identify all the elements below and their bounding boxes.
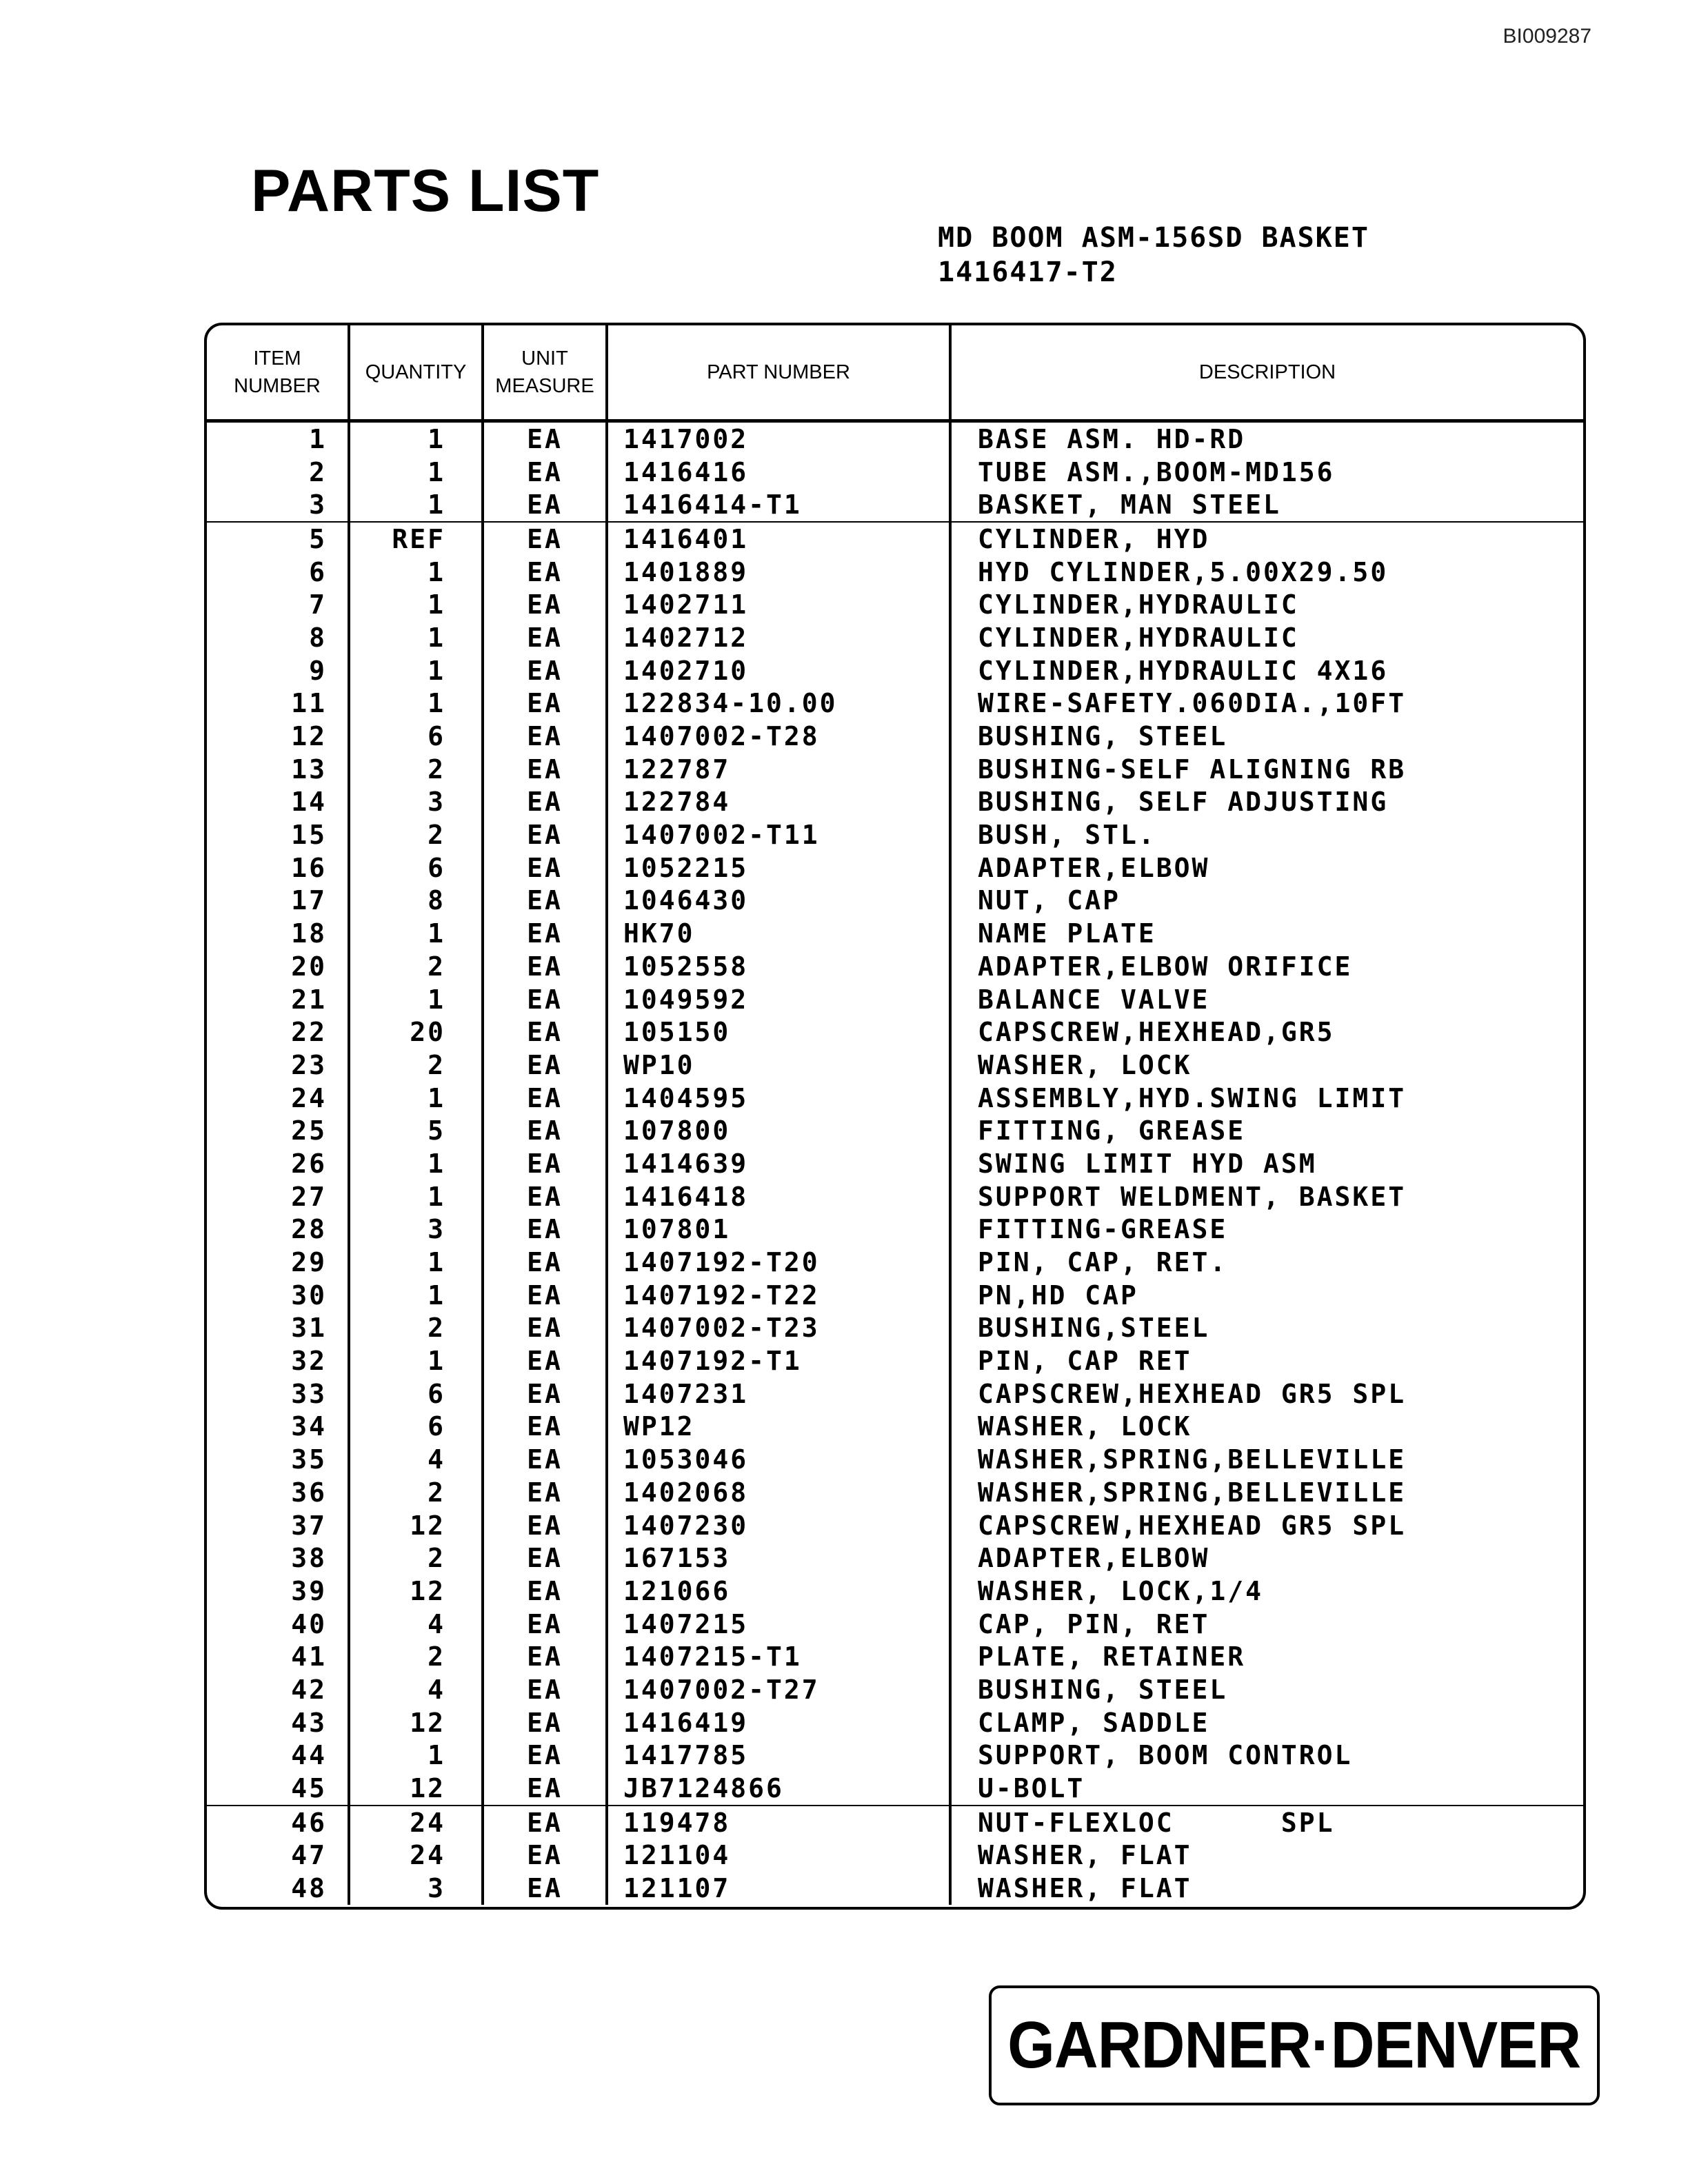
description-cell: CAPSCREW,HEXHEAD,GR5: [978, 1017, 1335, 1048]
header-item-number: ITEM NUMBER: [207, 325, 349, 421]
unit-measure-cell: EA: [483, 456, 607, 489]
unit-measure-cell: EA: [483, 1015, 607, 1049]
description-cell: CYLINDER,HYDRAULIC 4X16: [978, 655, 1389, 686]
quantity-cell: 2: [349, 818, 483, 851]
item-number-cell: 24: [207, 1082, 349, 1115]
item-number-cell: 35: [207, 1443, 349, 1476]
quantity-cell: 8: [349, 884, 483, 918]
unit-measure-cell: EA: [483, 654, 607, 687]
item-number-cell: 33: [207, 1377, 349, 1410]
item-number-cell: 42: [207, 1673, 349, 1706]
unit-measure-cell: EA: [483, 1279, 607, 1312]
table-row: [207, 851, 1583, 884]
description-cell: FITTING, GREASE: [978, 1115, 1246, 1146]
item-number-cell: 30: [207, 1279, 349, 1312]
unit-measure-cell: EA: [483, 556, 607, 589]
item-number-cell: 14: [207, 786, 349, 819]
item-number-cell: 43: [207, 1706, 349, 1739]
unit-measure-cell: EA: [483, 1410, 607, 1444]
part-number-cell: 1404595: [607, 1082, 950, 1115]
description-cell: NAME PLATE: [978, 918, 1156, 949]
assembly-subtitle: [938, 221, 1369, 290]
item-number-cell: 9: [207, 654, 349, 687]
item-number-cell: 38: [207, 1541, 349, 1575]
part-number-cell: 1052558: [607, 950, 950, 983]
description-cell: SUPPORT WELDMENT, BASKET: [978, 1181, 1407, 1212]
unit-measure-cell: EA: [483, 1509, 607, 1542]
table-row: [207, 1344, 1583, 1377]
unit-measure-cell: EA: [483, 1575, 607, 1608]
description-cell: BUSH, STL.: [978, 820, 1156, 851]
table-row: [207, 588, 1583, 621]
table-row: [207, 983, 1583, 1016]
table-row: [207, 950, 1583, 983]
item-number-cell: 1: [207, 421, 349, 456]
item-number-cell: 16: [207, 851, 349, 884]
table-row: [207, 1213, 1583, 1246]
table-row: [207, 1739, 1583, 1772]
unit-measure-cell: EA: [483, 1608, 607, 1641]
description-cell: BUSHING-SELF ALIGNING RB: [978, 754, 1407, 785]
unit-measure-cell: EA: [483, 1839, 607, 1872]
quantity-cell: 1: [349, 621, 483, 654]
header-part-number: PART NUMBER: [607, 325, 950, 421]
description-cell: BUSHING, STEEL: [978, 1674, 1228, 1705]
description-cell: WASHER,SPRING,BELLEVILLE: [978, 1477, 1407, 1508]
part-number-cell: 1407192-T20: [607, 1246, 950, 1279]
description-cell: SWING LIMIT HYD ASM: [978, 1148, 1317, 1179]
part-number-cell: 121066: [607, 1575, 950, 1608]
description-cell: ADAPTER,ELBOW: [978, 1543, 1210, 1574]
description-cell: PN,HD CAP: [978, 1280, 1138, 1311]
unit-measure-cell: EA: [483, 753, 607, 786]
table-row: [207, 917, 1583, 950]
description-cell: PIN, CAP, RET.: [978, 1247, 1228, 1278]
unit-measure-cell: EA: [483, 1872, 607, 1905]
part-number-cell: 1407231: [607, 1377, 950, 1410]
part-number-cell: 1407002-T27: [607, 1673, 950, 1706]
description-cell: WASHER, LOCK,1/4: [978, 1575, 1264, 1606]
description-cell: CAPSCREW,HEXHEAD GR5 SPL: [978, 1510, 1407, 1541]
unit-measure-cell: EA: [483, 884, 607, 918]
quantity-cell: 12: [349, 1706, 483, 1739]
quantity-cell: 12: [349, 1772, 483, 1806]
assembly-name: MD BOOM ASM-156SD BASKET: [938, 222, 1369, 254]
quantity-cell: 2: [349, 1541, 483, 1575]
quantity-cell: 1: [349, 588, 483, 621]
table-row: [207, 786, 1583, 819]
part-number-cell: 1402711: [607, 588, 950, 621]
unit-measure-cell: EA: [483, 1344, 607, 1377]
item-number-cell: 6: [207, 556, 349, 589]
part-number-cell: 1407215-T1: [607, 1640, 950, 1673]
quantity-cell: 3: [349, 1872, 483, 1905]
item-number-cell: 46: [207, 1806, 349, 1839]
part-number-cell: 1407192-T1: [607, 1344, 950, 1377]
parts-table-frame: [204, 323, 1586, 1910]
description-cell: TUBE ASM.,BOOM-MD156: [978, 456, 1335, 487]
unit-measure-cell: EA: [483, 1312, 607, 1345]
table-row: [207, 753, 1583, 786]
quantity-cell: 1: [349, 654, 483, 687]
table-row: [207, 456, 1583, 489]
item-number-cell: 28: [207, 1213, 349, 1246]
part-number-cell: 1407002-T23: [607, 1312, 950, 1345]
part-number-cell: 1402068: [607, 1476, 950, 1509]
unit-measure-cell: EA: [483, 1772, 607, 1806]
quantity-cell: 1: [349, 1246, 483, 1279]
item-number-cell: 29: [207, 1246, 349, 1279]
table-row: [207, 1443, 1583, 1476]
item-number-cell: 8: [207, 621, 349, 654]
description-cell: BUSHING, SELF ADJUSTING: [978, 787, 1389, 818]
description-cell: SUPPORT, BOOM CONTROL: [978, 1740, 1353, 1771]
unit-measure-cell: EA: [483, 421, 607, 456]
quantity-cell: 1: [349, 917, 483, 950]
part-number-cell: 1414639: [607, 1147, 950, 1180]
quantity-cell: 1: [349, 1344, 483, 1377]
part-number-cell: WP12: [607, 1410, 950, 1444]
table-row: [207, 1673, 1583, 1706]
description-cell: PIN, CAP RET: [978, 1346, 1192, 1377]
part-number-cell: 122834-10.00: [607, 687, 950, 720]
table-row: [207, 1839, 1583, 1872]
brand-logo: GARDNER·DENVER: [1007, 2008, 1581, 2082]
table-row: [207, 1049, 1583, 1082]
unit-measure-cell: EA: [483, 1049, 607, 1082]
unit-measure-cell: EA: [483, 1673, 607, 1706]
unit-measure-cell: EA: [483, 488, 607, 522]
quantity-cell: 6: [349, 851, 483, 884]
item-number-cell: 13: [207, 753, 349, 786]
quantity-cell: 4: [349, 1608, 483, 1641]
description-cell: NUT-FLEXLOC SPL: [978, 1807, 1335, 1838]
part-number-cell: 121104: [607, 1839, 950, 1872]
table-row: [207, 818, 1583, 851]
part-number-cell: 1407215: [607, 1608, 950, 1641]
quantity-cell: 1: [349, 556, 483, 589]
quantity-cell: 1: [349, 1739, 483, 1772]
item-number-cell: 34: [207, 1410, 349, 1444]
table-row: [207, 421, 1583, 456]
quantity-cell: 3: [349, 786, 483, 819]
item-number-cell: 39: [207, 1575, 349, 1608]
table-row: [207, 522, 1583, 556]
table-row: [207, 1377, 1583, 1410]
part-number-cell: 1416418: [607, 1180, 950, 1213]
item-number-cell: 20: [207, 950, 349, 983]
part-number-cell: 1049592: [607, 983, 950, 1016]
unit-measure-cell: EA: [483, 1476, 607, 1509]
part-number-cell: WP10: [607, 1049, 950, 1082]
table-row: [207, 1147, 1583, 1180]
table-row: [207, 1312, 1583, 1345]
unit-measure-cell: EA: [483, 1806, 607, 1839]
item-number-cell: 17: [207, 884, 349, 918]
table-row: [207, 1082, 1583, 1115]
unit-measure-cell: EA: [483, 1443, 607, 1476]
table-row: [207, 1608, 1583, 1641]
unit-measure-cell: EA: [483, 687, 607, 720]
quantity-cell: 24: [349, 1839, 483, 1872]
unit-measure-cell: EA: [483, 1246, 607, 1279]
unit-measure-cell: EA: [483, 1180, 607, 1213]
part-number-cell: HK70: [607, 917, 950, 950]
quantity-cell: 12: [349, 1575, 483, 1608]
unit-measure-cell: EA: [483, 1114, 607, 1147]
unit-measure-cell: EA: [483, 786, 607, 819]
part-number-cell: 107801: [607, 1213, 950, 1246]
unit-measure-cell: EA: [483, 621, 607, 654]
quantity-cell: 12: [349, 1509, 483, 1542]
quantity-cell: 2: [349, 1049, 483, 1082]
quantity-cell: 2: [349, 1640, 483, 1673]
unit-measure-cell: EA: [483, 1541, 607, 1575]
description-cell: WASHER, LOCK: [978, 1411, 1192, 1442]
assembly-number: 1416417-T2: [938, 256, 1118, 288]
description-cell: WASHER, FLAT: [978, 1873, 1192, 1904]
table-row: [207, 1541, 1583, 1575]
part-number-cell: 1416401: [607, 522, 950, 556]
description-cell: BUSHING, STEEL: [978, 721, 1228, 752]
table-row: [207, 1476, 1583, 1509]
quantity-cell: 5: [349, 1114, 483, 1147]
quantity-cell: 3: [349, 1213, 483, 1246]
parts-table: [207, 325, 1583, 1905]
table-row: [207, 1180, 1583, 1213]
document-id: BI009287: [1503, 25, 1591, 48]
unit-measure-cell: EA: [483, 1213, 607, 1246]
table-row: [207, 1872, 1583, 1905]
unit-measure-cell: EA: [483, 917, 607, 950]
description-cell: BASKET, MAN STEEL: [950, 488, 1583, 522]
item-number-cell: 11: [207, 687, 349, 720]
quantity-cell: 1: [349, 1180, 483, 1213]
table-row: [207, 687, 1583, 720]
part-number-cell: 1416416: [607, 456, 950, 489]
table-row: [207, 654, 1583, 687]
item-number-cell: 32: [207, 1344, 349, 1377]
item-number-cell: 25: [207, 1114, 349, 1147]
quantity-cell: 6: [349, 720, 483, 753]
part-number-cell: 1052215: [607, 851, 950, 884]
description-cell: WASHER,SPRING,BELLEVILLE: [978, 1444, 1407, 1475]
description-cell: CYLINDER,HYDRAULIC: [978, 622, 1299, 653]
part-number-cell: 1046430: [607, 884, 950, 918]
page-title: PARTS LIST: [251, 158, 600, 224]
part-number-cell: 1417785: [607, 1739, 950, 1772]
unit-measure-cell: EA: [483, 1706, 607, 1739]
unit-measure-cell: EA: [483, 1640, 607, 1673]
part-number-cell: 1416414-T1: [607, 488, 950, 522]
table-row: [207, 1114, 1583, 1147]
description-cell: ADAPTER,ELBOW ORIFICE: [978, 951, 1353, 982]
item-number-cell: 37: [207, 1509, 349, 1542]
item-number-cell: 47: [207, 1839, 349, 1872]
header-description: DESCRIPTION: [950, 325, 1583, 421]
unit-measure-cell: EA: [483, 522, 607, 556]
item-number-cell: 18: [207, 917, 349, 950]
quantity-cell: 24: [349, 1806, 483, 1839]
part-number-cell: 122787: [607, 753, 950, 786]
unit-measure-cell: EA: [483, 950, 607, 983]
quantity-cell: 1: [349, 687, 483, 720]
description-cell: BASE ASM. HD-RD: [978, 423, 1246, 454]
item-number-cell: 7: [207, 588, 349, 621]
quantity-cell: 2: [349, 950, 483, 983]
brand-logo-box: [989, 1985, 1600, 2105]
header-quantity: QUANTITY: [349, 325, 483, 421]
item-number-cell: 22: [207, 1015, 349, 1049]
quantity-cell: 1: [349, 983, 483, 1016]
part-number-cell: 105150: [607, 1015, 950, 1049]
part-number-cell: 1401889: [607, 556, 950, 589]
quantity-cell: 1: [349, 1279, 483, 1312]
description-cell: CAPSCREW,HEXHEAD GR5 SPL: [978, 1378, 1407, 1409]
table-row: [207, 1509, 1583, 1542]
part-number-cell: 1407002-T11: [607, 818, 950, 851]
description-cell: CAP, PIN, RET: [978, 1608, 1210, 1639]
table-row: [207, 1706, 1583, 1739]
table-row: [207, 1806, 1583, 1839]
part-number-cell: 1416419: [607, 1706, 950, 1739]
unit-measure-cell: EA: [483, 720, 607, 753]
description-cell: ADAPTER,ELBOW: [978, 852, 1210, 883]
unit-measure-cell: EA: [483, 1739, 607, 1772]
quantity-cell: 1: [349, 1082, 483, 1115]
description-cell: PLATE, RETAINER: [978, 1641, 1246, 1672]
item-number-cell: 15: [207, 818, 349, 851]
table-row: [207, 488, 1583, 522]
quantity-cell: 2: [349, 1476, 483, 1509]
table-row: [207, 1575, 1583, 1608]
part-number-cell: 1407230: [607, 1509, 950, 1542]
quantity-cell: REF: [349, 522, 483, 556]
part-number-cell: 167153: [607, 1541, 950, 1575]
item-number-cell: 2: [207, 456, 349, 489]
quantity-cell: 2: [349, 1312, 483, 1345]
unit-measure-cell: EA: [483, 983, 607, 1016]
table-row: [207, 1772, 1583, 1806]
unit-measure-cell: EA: [483, 1082, 607, 1115]
description-cell: WASHER, FLAT: [978, 1840, 1192, 1871]
description-cell: ASSEMBLY,HYD.SWING LIMIT: [978, 1082, 1407, 1113]
part-number-cell: 119478: [607, 1806, 950, 1839]
item-number-cell: 48: [207, 1872, 349, 1905]
quantity-cell: 6: [349, 1410, 483, 1444]
item-number-cell: 23: [207, 1049, 349, 1082]
unit-measure-cell: EA: [483, 851, 607, 884]
quantity-cell: 1: [349, 456, 483, 489]
header-unit-measure: UNIT MEASURE: [483, 325, 607, 421]
table-row: [207, 884, 1583, 918]
item-number-cell: 26: [207, 1147, 349, 1180]
item-number-cell: 3: [207, 488, 349, 522]
item-number-cell: 27: [207, 1180, 349, 1213]
item-number-cell: 36: [207, 1476, 349, 1509]
table-header-row: [207, 325, 1583, 421]
description-cell: FITTING-GREASE: [978, 1214, 1228, 1245]
part-number-cell: 1407002-T28: [607, 720, 950, 753]
description-cell: CLAMP, SADDLE: [978, 1707, 1210, 1738]
table-row: [207, 1246, 1583, 1279]
description-cell: WASHER, LOCK: [978, 1049, 1192, 1080]
description-cell: HYD CYLINDER,5.00X29.50: [978, 556, 1389, 587]
part-number-cell: 122784: [607, 786, 950, 819]
part-number-cell: 1402712: [607, 621, 950, 654]
quantity-cell: 2: [349, 753, 483, 786]
table-row: [207, 1640, 1583, 1673]
quantity-cell: 4: [349, 1673, 483, 1706]
quantity-cell: 6: [349, 1377, 483, 1410]
table-row: [207, 1279, 1583, 1312]
item-number-cell: 40: [207, 1608, 349, 1641]
table-row: [207, 720, 1583, 753]
quantity-cell: 20: [349, 1015, 483, 1049]
table-row: [207, 1015, 1583, 1049]
item-number-cell: 44: [207, 1739, 349, 1772]
description-cell: CYLINDER, HYD: [978, 523, 1210, 554]
unit-measure-cell: EA: [483, 818, 607, 851]
table-row: [207, 1410, 1583, 1444]
parts-table-body: [207, 421, 1583, 1905]
unit-measure-cell: EA: [483, 1147, 607, 1180]
item-number-cell: 12: [207, 720, 349, 753]
description-cell: U-BOLT: [950, 1772, 1583, 1806]
unit-measure-cell: EA: [483, 588, 607, 621]
item-number-cell: 41: [207, 1640, 349, 1673]
item-number-cell: 21: [207, 983, 349, 1016]
item-number-cell: 31: [207, 1312, 349, 1345]
description-cell: BALANCE VALVE: [978, 984, 1210, 1015]
description-cell: WIRE-SAFETY.060DIA.,10FT: [978, 688, 1407, 719]
part-number-cell: 107800: [607, 1114, 950, 1147]
quantity-cell: 1: [349, 1147, 483, 1180]
description-cell: NUT, CAP: [978, 885, 1121, 916]
item-number-cell: 5: [207, 522, 349, 556]
quantity-cell: 1: [349, 421, 483, 456]
part-number-cell: 1402710: [607, 654, 950, 687]
table-row: [207, 556, 1583, 589]
part-number-cell: JB7124866: [607, 1772, 950, 1806]
unit-measure-cell: EA: [483, 1377, 607, 1410]
description-cell: BUSHING,STEEL: [978, 1313, 1210, 1344]
description-cell: CYLINDER,HYDRAULIC: [978, 589, 1299, 620]
part-number-cell: 1407192-T22: [607, 1279, 950, 1312]
item-number-cell: 45: [207, 1772, 349, 1806]
part-number-cell: 1417002: [607, 421, 950, 456]
quantity-cell: 1: [349, 488, 483, 522]
quantity-cell: 4: [349, 1443, 483, 1476]
part-number-cell: 121107: [607, 1872, 950, 1905]
part-number-cell: 1053046: [607, 1443, 950, 1476]
table-row: [207, 621, 1583, 654]
